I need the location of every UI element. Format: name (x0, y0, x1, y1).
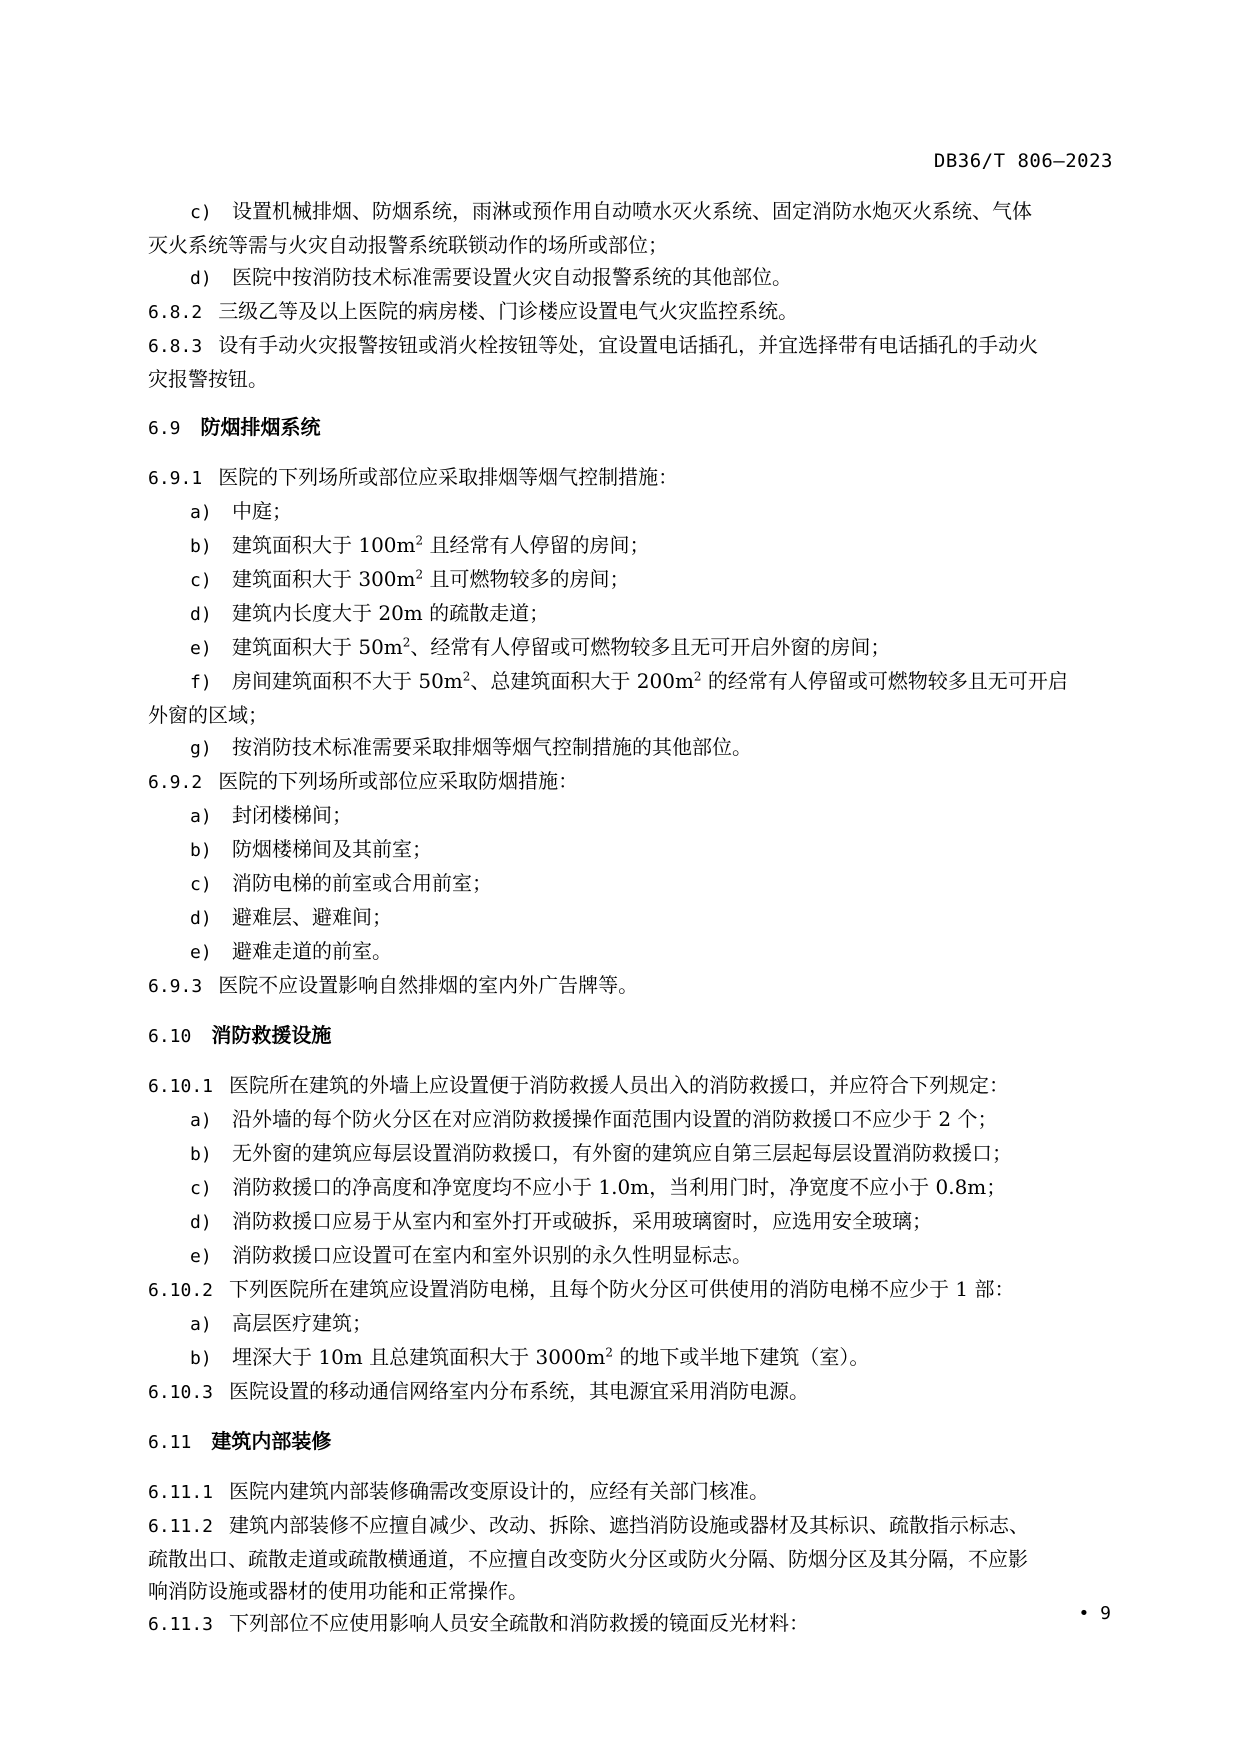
list-item: f) 房间建筑面积不大于 $50m^2$、总建筑面积大于 $200m^2$ 的经常有人停留或可燃物较多且无可开启 (190, 669, 1068, 693)
list-item: b) 建筑面积大于 $100m^2$ 且经常有人停留的房间； (190, 533, 650, 557)
clause: 6.10.1 医院所在建筑的外墙上应设置便于消防救援人员出入的消防救援口，并应符合下列规定： (148, 1073, 1010, 1097)
list-item: c) 设置机械排烟、防烟系统，雨淋或预作用自动喷水灭火系统、固定消防水炮灭火系统、气体 (190, 199, 1032, 223)
page-number: • 9 (1078, 1603, 1111, 1624)
section-heading-6-11: 6.11 建筑内部装修 (148, 1429, 332, 1453)
clause: 6.9.1 医院的下列场所或部位应采取排烟等烟气控制措施： (148, 465, 679, 489)
list-item: d) 建筑内长度大于 20m 的疏散走道； (190, 601, 550, 625)
clause: 6.9.2 医院的下列场所或部位应采取防烟措施： (148, 769, 579, 793)
list-item: d) 医院中按消防技术标准需要设置火灾自动报警系统的其他部位。 (190, 265, 792, 289)
text-line: 响消防设施或器材的使用功能和正常操作。 (148, 1579, 528, 1603)
clause: 6.9.3 医院不应设置影响自然排烟的室内外广告牌等。 (148, 973, 639, 997)
text-line: 疏散出口、疏散走道或疏散横通道，不应擅自改变防火分区或防火分隔、防烟分区及其分隔，不应影 (148, 1547, 1028, 1571)
clause: 6.11.2 建筑内部装修不应擅自减少、改动、拆除、遮挡消防设施或器材及其标识、疏散指示标志、 (148, 1513, 1030, 1537)
clause: 6.8.3 设有手动火灾报警按钮或消火栓按钮等处，宜设置电话插孔，并宜选择带有电话插孔的手动火 (148, 333, 1039, 357)
text-line: 外窗的区域； (148, 703, 268, 727)
clause: 6.8.2 三级乙等及以上医院的病房楼、门诊楼应设置电气火灾监控系统。 (148, 299, 799, 323)
list-item: e) 避难走道的前室。 (190, 939, 392, 963)
clause: 6.11.3 下列部位不应使用影响人员安全疏散和消防救援的镜面反光材料： (148, 1611, 810, 1635)
list-item: e) 建筑面积大于 $50m^2$、经常有人停留或可燃物较多且无可开启外窗的房间； (190, 635, 891, 659)
clause: 6.10.2 下列医院所在建筑应设置消防电梯，且每个防火分区可供使用的消防电梯不应少于 1 部： (148, 1277, 1015, 1301)
page-header (0, 0, 1241, 172)
text-line: 灭火系统等需与火灾自动报警系统联锁动作的场所或部位； (148, 233, 668, 257)
list-item: c) 消防救援口的净高度和净宽度均不应小于 1.0m，当利用门时，净宽度不应小于 0.8m； (190, 1175, 1007, 1199)
text-line: 灾报警按钮。 (148, 367, 268, 391)
list-item: a) 中庭； (190, 499, 292, 523)
list-item: e) 消防救援口应设置可在室内和室外识别的永久性明显标志。 (190, 1243, 752, 1267)
list-item: c) 建筑面积大于 $300m^2$ 且可燃物较多的房间； (190, 567, 630, 591)
list-item: a) 沿外墙的每个防火分区在对应消防救援操作面范围内设置的消防救援口不应少于 2 个； (190, 1107, 998, 1131)
list-item: b) 防烟楼梯间及其前室； (190, 837, 432, 861)
standard-code: DB36/T 806—2023 (933, 150, 1113, 172)
section-heading-6-10: 6.10 消防救援设施 (148, 1023, 332, 1047)
clause: 6.11.1 医院内建筑内部装修确需改变原设计的，应经有关部门核准。 (148, 1479, 770, 1503)
list-item: d) 避难层、避难间； (190, 905, 392, 929)
list-item: a) 高层医疗建筑； (190, 1311, 372, 1335)
list-item: b) 无外窗的建筑应每层设置消防救援口，有外窗的建筑应自第三层起每层设置消防救援口； (190, 1141, 1012, 1165)
list-item: a) 封闭楼梯间； (190, 803, 352, 827)
section-heading-6-9: 6.9 防烟排烟系统 (148, 415, 321, 439)
list-item: b) 埋深大于 10m 且总建筑面积大于 $3000m^2$ 的地下或半地下建筑（室）。 (190, 1345, 870, 1369)
list-item: d) 消防救援口应易于从室内和室外打开或破拆，采用玻璃窗时，应选用安全玻璃； (190, 1209, 932, 1233)
clause: 6.10.3 医院设置的移动通信网络室内分布系统，其电源宜采用消防电源。 (148, 1379, 810, 1403)
list-item: c) 消防电梯的前室或合用前室； (190, 871, 492, 895)
list-item: g) 按消防技术标准需要采取排烟等烟气控制措施的其他部位。 (190, 735, 752, 759)
document-body (148, 195, 1110, 1641)
